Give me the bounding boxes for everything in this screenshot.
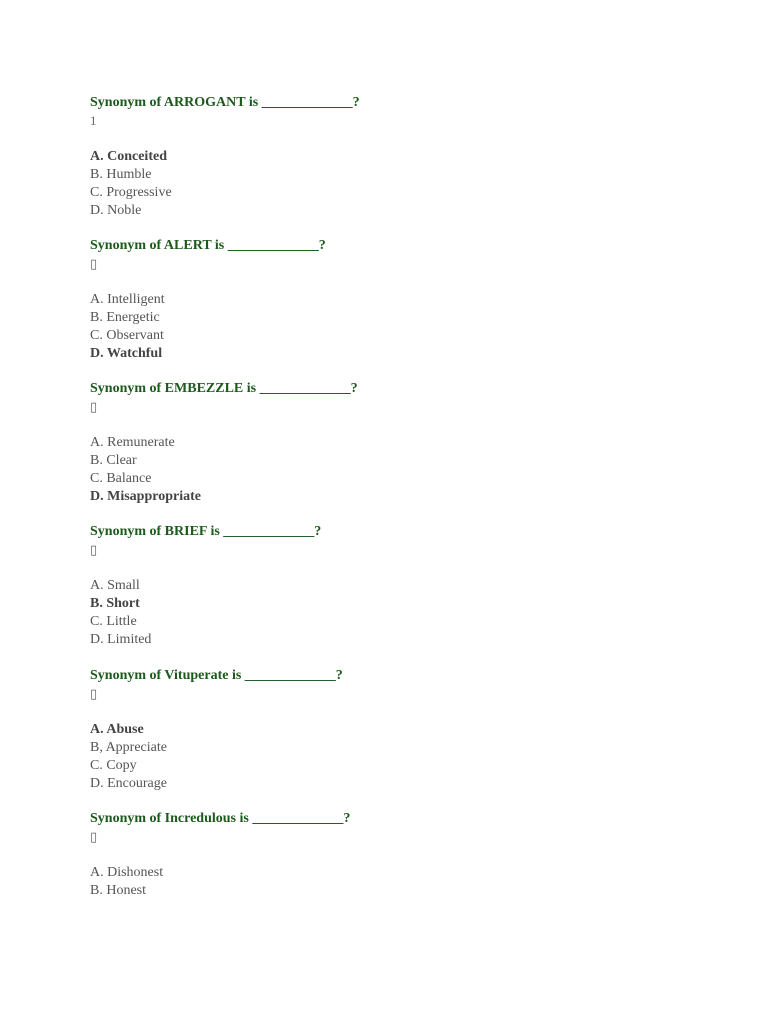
question-marker: 1: [90, 113, 97, 128]
option-c: C. Observant: [90, 328, 164, 343]
question-marker: ▯: [90, 542, 98, 557]
option-a: A. Conceited: [90, 149, 167, 164]
question-block: [90, 523, 690, 649]
option-a: A. Intelligent: [90, 292, 165, 307]
question-text: Synonym of ARROGANT is _____________?: [90, 95, 360, 110]
option-b: B. Clear: [90, 453, 137, 468]
question-text: Synonym of BRIEF is _____________?: [90, 524, 322, 539]
option-d: D. Watchful: [90, 346, 163, 361]
option-a: A. Dishonest: [90, 865, 164, 880]
option-b: B. Humble: [90, 167, 152, 182]
question-block: [90, 237, 690, 363]
question-text: Synonym of Incredulous is _____________?: [90, 811, 351, 826]
option-d: D. Misappropriate: [90, 489, 201, 504]
question-block: [90, 810, 690, 900]
option-b: B, Appreciate: [90, 740, 167, 755]
question-text: Synonym of Vituperate is _____________?: [90, 668, 343, 683]
question-marker: ▯: [90, 399, 98, 414]
question-block: [90, 667, 690, 793]
question-marker: ▯: [90, 686, 98, 701]
option-c: C. Copy: [90, 758, 137, 773]
question-text: Synonym of EMBEZZLE is _____________?: [90, 381, 358, 396]
question-block: [90, 380, 690, 506]
option-b: B. Honest: [90, 883, 146, 898]
question-marker: ▯: [90, 829, 98, 844]
option-d: D. Noble: [90, 203, 142, 218]
question-text: Synonym of ALERT is _____________?: [90, 238, 326, 253]
question-block: [90, 94, 690, 220]
option-a: A. Remunerate: [90, 435, 175, 450]
option-b: B. Energetic: [90, 310, 160, 325]
option-c: C. Little: [90, 614, 137, 629]
option-a: A. Small: [90, 578, 140, 593]
option-c: C. Progressive: [90, 185, 172, 200]
option-d: D. Limited: [90, 632, 152, 647]
option-d: D. Encourage: [90, 776, 167, 791]
option-b: B. Short: [90, 596, 140, 611]
question-marker: ▯: [90, 256, 98, 271]
option-a: A. Abuse: [90, 722, 144, 737]
option-c: C. Balance: [90, 471, 152, 486]
